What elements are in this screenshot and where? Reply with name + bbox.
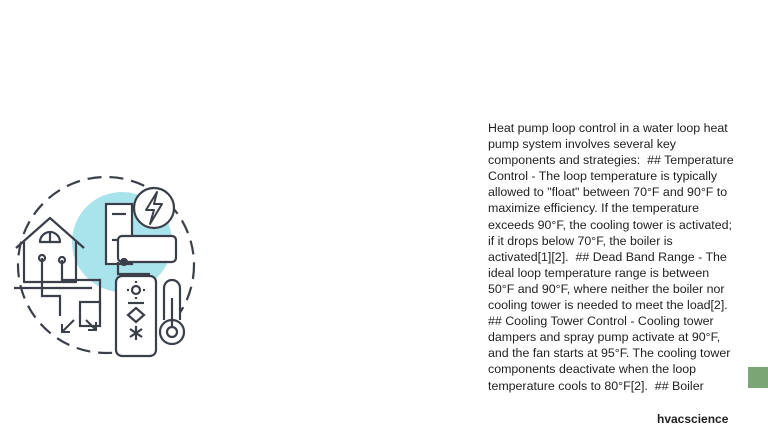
thermometer-icon (160, 280, 184, 344)
site-watermark: hvacscience (657, 412, 729, 426)
scroll-to-top-button[interactable] (748, 367, 768, 388)
heat-pump-illustration (0, 170, 220, 370)
lightning-icon (134, 188, 174, 228)
article-text: Heat pump loop control in a water loop heat pump system involves several key components and strategies: ## Temperature Control - The loop temperature is typically allowed to "float" between 70°F and 90°F to maximize efficiency. If the temperature exceeds 90°F, the cooling tower is activated; if it drops below 70°F, the boiler is activated[1][2]. ## Dead Band Range - The ideal loop temperature range is between 50°F and 90°F, where neither the boiler nor cooling tower is needed to meet the load[2]. ## Cooling Tower Control - Cooling tower dampers and spray pump activate at 90°F, and the fan starts at 95°F. The cooling tower components deactivate when the loop temperature cools to 80°F[2]. ## Boiler (488, 121, 738, 393)
thermostat-icon (116, 276, 156, 356)
